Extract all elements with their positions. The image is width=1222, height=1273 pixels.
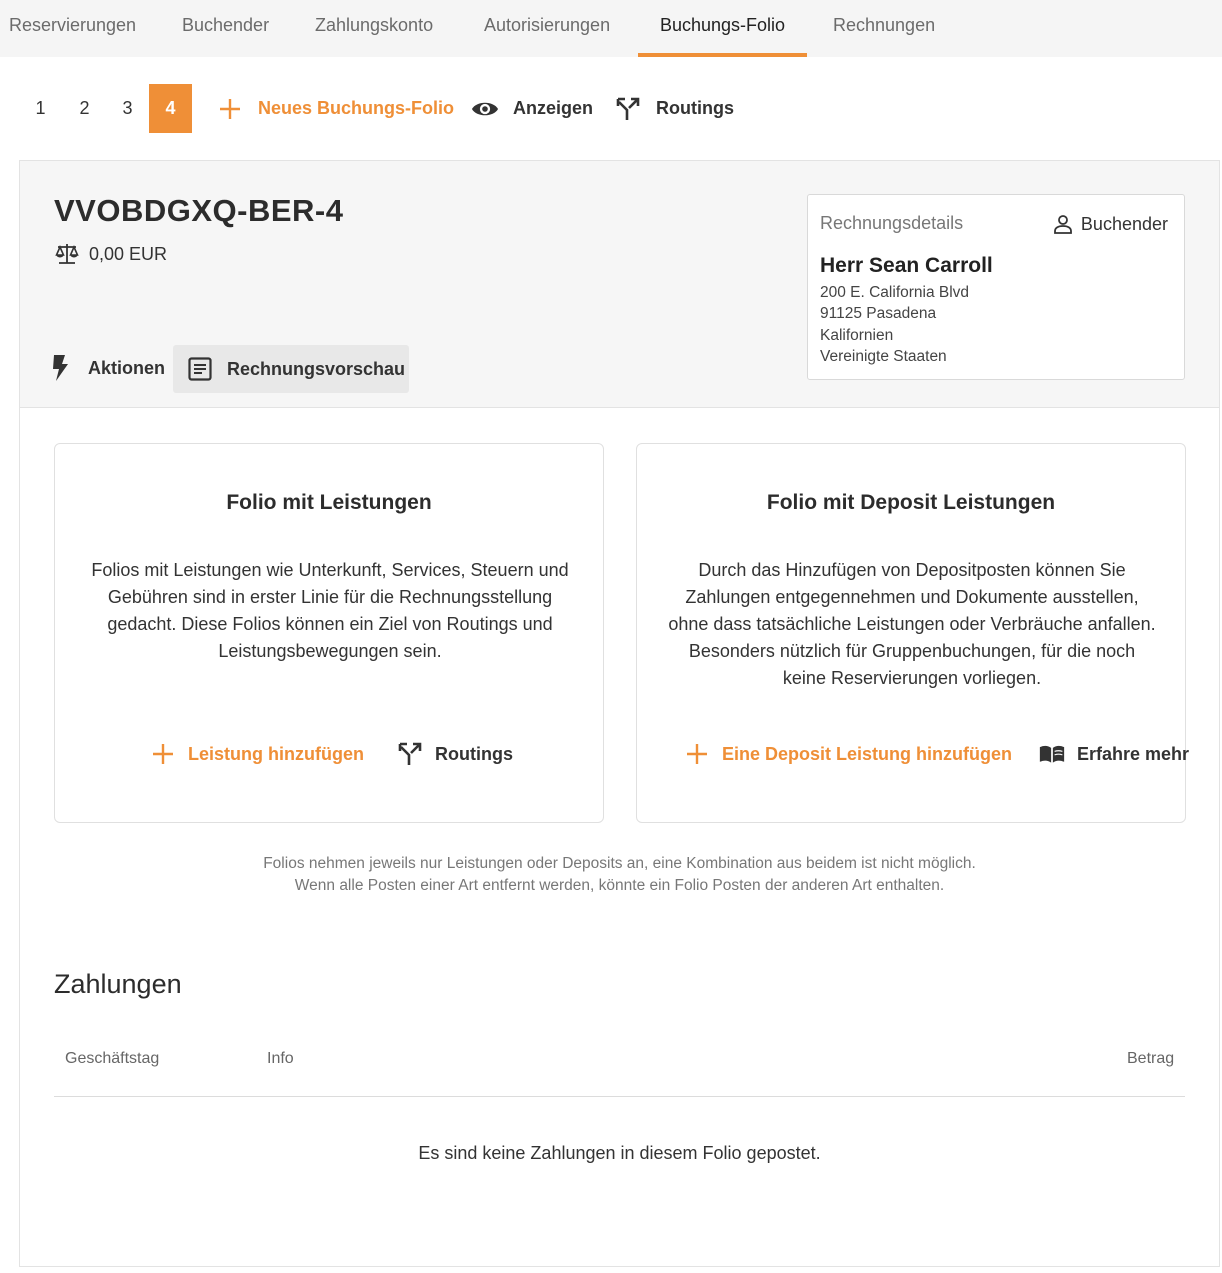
plus-icon [216, 95, 244, 123]
new-folio-label: Neues Buchungs-Folio [258, 98, 455, 118]
plus-icon [150, 741, 176, 767]
folio-number-1[interactable]: 1 [35, 98, 46, 118]
tab-buchungs-folio[interactable]: Buchungs-Folio [660, 0, 785, 57]
show-label: Anzeigen [513, 98, 594, 118]
actions-label: Aktionen [88, 357, 166, 378]
routing-split-icon [397, 741, 423, 767]
new-folio-button[interactable] [216, 84, 454, 133]
folio-number-4[interactable]: 4 [149, 84, 192, 133]
deposit-folio-card [636, 443, 1190, 823]
invoice-preview-button[interactable] [173, 345, 409, 393]
card-routings-label: Routings [435, 743, 513, 764]
payments-title: Zahlungen [54, 969, 182, 999]
billing-address-line: Kalifornien [820, 327, 894, 344]
add-deposit-button[interactable] [684, 736, 1012, 772]
actions-button[interactable] [50, 344, 165, 392]
routing-split-icon [614, 95, 642, 123]
folio-number-3[interactable]: 3 [122, 98, 133, 118]
learn-more-button[interactable] [1039, 736, 1189, 772]
folio-number-2[interactable]: 2 [79, 98, 90, 118]
document-icon [187, 356, 213, 382]
booker-link[interactable] [1053, 213, 1168, 235]
person-icon [1053, 213, 1075, 235]
routings-button[interactable] [614, 84, 734, 133]
tab-reservierungen[interactable]: Reservierungen [9, 15, 137, 35]
deposit-card-text: Durch das Hinzufügen von Depositposten können Sie Zahlungen entgegennehmen und Dokumente ausstellen, ohne dass tatsächliche Leistungen oder Verbräuche anfallen. Besonders nützlich für Gruppenbuchungen, für die noch keine Reservierungen vorliegen. [668, 560, 1156, 688]
tab-zahlungskonto[interactable]: Zahlungskonto [315, 15, 434, 35]
book-icon [1039, 741, 1065, 767]
add-charge-label: Leistung hinzufügen [188, 743, 364, 764]
charges-folio-card [54, 443, 604, 823]
column-header-info: Info [267, 1050, 294, 1067]
tab-autorisierungen[interactable]: Autorisierungen [484, 15, 611, 35]
tab-buchender[interactable]: Buchender [182, 15, 270, 35]
deposit-card-title: Folio mit Deposit Leistungen [766, 491, 1056, 514]
folio-type-note: Folios nehmen jeweils nur Leistungen oder Deposits an, eine Kombination aus beidem ist nicht möglich. [263, 855, 976, 872]
plus-icon [684, 741, 710, 767]
scale-icon [54, 241, 80, 267]
billing-address-line: Vereinigte Staaten [820, 348, 947, 365]
booker-link-label: Buchender [1080, 213, 1168, 234]
charges-card-text: Folios mit Leistungen wie Unterkunft, Services, Steuern und Gebühren sind in erster Linie für die Rechnungsstellung gedacht. Diese Folios können ein Ziel von Routings und Leistungsbewegungen sein. [91, 560, 569, 661]
billing-address-line: 91125 Pasadena [820, 305, 937, 322]
lightning-icon [50, 354, 72, 382]
billing-name: Herr Sean Carroll [820, 254, 993, 277]
payments-empty-message: Es sind keine Zahlungen in diesem Folio gepostet. [418, 1143, 821, 1163]
folio-title: VVOBDGXQ-BER-4 [54, 193, 344, 228]
billing-details-card [807, 194, 1185, 380]
show-button[interactable] [471, 84, 593, 133]
charges-card-title: Folio mit Leistungen [226, 491, 432, 514]
routings-label: Routings [656, 98, 734, 118]
folio-header [20, 161, 1219, 408]
table-divider [54, 1096, 1185, 1097]
invoice-preview-label: Rechnungsvorschau [227, 358, 406, 379]
eye-icon [471, 95, 499, 123]
folio-balance [54, 241, 167, 267]
folio-type-note: Wenn alle Posten einer Art entfernt werden, könnte ein Folio Posten der anderen Art enthalten. [294, 877, 945, 894]
add-deposit-label: Eine Deposit Leistung hinzufügen [722, 743, 1012, 764]
billing-address-line: 200 E. California Blvd [820, 284, 970, 301]
learn-more-label: Erfahre mehr [1077, 743, 1190, 764]
billing-details-label: Rechnungsdetails [820, 213, 964, 233]
folio-panel [19, 160, 1220, 1267]
add-charge-button[interactable] [150, 736, 364, 772]
balance-value: 0,00 EUR [89, 243, 168, 264]
column-header-amount: Betrag [1127, 1050, 1175, 1067]
tab-rechnungen[interactable]: Rechnungen [833, 15, 936, 35]
column-header-business-day: Geschäftstag [65, 1050, 160, 1067]
card-routings-button[interactable] [397, 736, 513, 772]
folio-tab-bar [0, 0, 1222, 57]
